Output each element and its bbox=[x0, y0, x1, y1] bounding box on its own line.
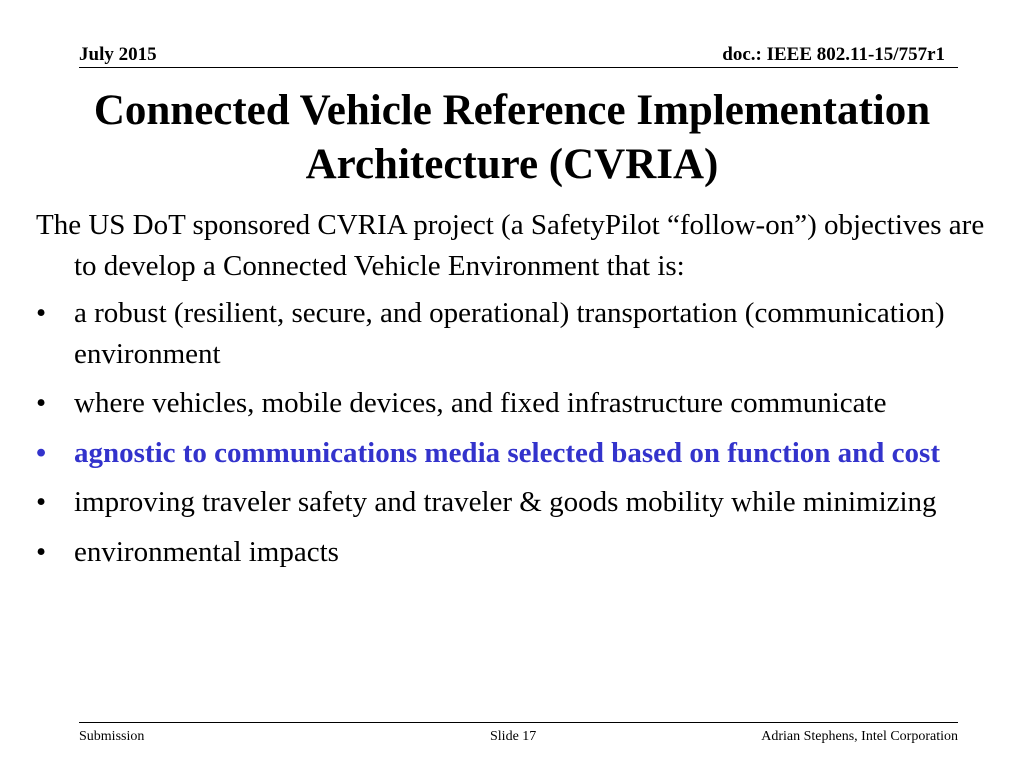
footer-slide-number: Slide 17 bbox=[490, 729, 537, 744]
bullet-text: environmental impacts bbox=[74, 535, 339, 568]
slide-title: Connected Vehicle Reference Implementation Architecture (CVRIA) bbox=[93, 87, 931, 188]
footer-author: Adrian Stephens, Intel Corporation bbox=[761, 729, 958, 744]
header-doc-id: doc.: IEEE 802.11-15/757r1 bbox=[722, 44, 945, 65]
bullet-text: agnostic to communications media selected based on function and cost bbox=[74, 436, 940, 469]
bullet-list bbox=[36, 293, 1011, 572]
bullet-icon: • bbox=[36, 387, 47, 419]
bullet-icon: • bbox=[36, 535, 47, 568]
bullet-text: improving traveler safety and traveler & goods mobility while minimizing bbox=[74, 486, 937, 518]
bullet-item-5 bbox=[36, 532, 1011, 573]
bullet-text: a robust (resilient, secure, and operational) transportation (communication) environment bbox=[74, 297, 945, 370]
bullet-icon: • bbox=[36, 297, 47, 329]
footer-submission: Submission bbox=[79, 729, 145, 744]
bullet-item-2 bbox=[36, 383, 1011, 424]
header-date: July 2015 bbox=[79, 44, 157, 65]
slide-body bbox=[36, 205, 1011, 581]
bullet-icon: • bbox=[36, 436, 47, 469]
bullet-icon: • bbox=[36, 486, 47, 518]
header-divider bbox=[79, 67, 958, 68]
footer-divider bbox=[79, 722, 958, 723]
bullet-item-3-highlighted bbox=[36, 433, 1011, 474]
bullet-item-1 bbox=[36, 293, 1011, 374]
intro-paragraph: The US DoT sponsored CVRIA project (a SafetyPilot “follow-on”) objectives are to develop a Connected Vehicle Environment that is: bbox=[36, 209, 985, 282]
bullet-item-4 bbox=[36, 482, 1011, 523]
bullet-text: where vehicles, mobile devices, and fixed infrastructure communicate bbox=[74, 387, 887, 419]
